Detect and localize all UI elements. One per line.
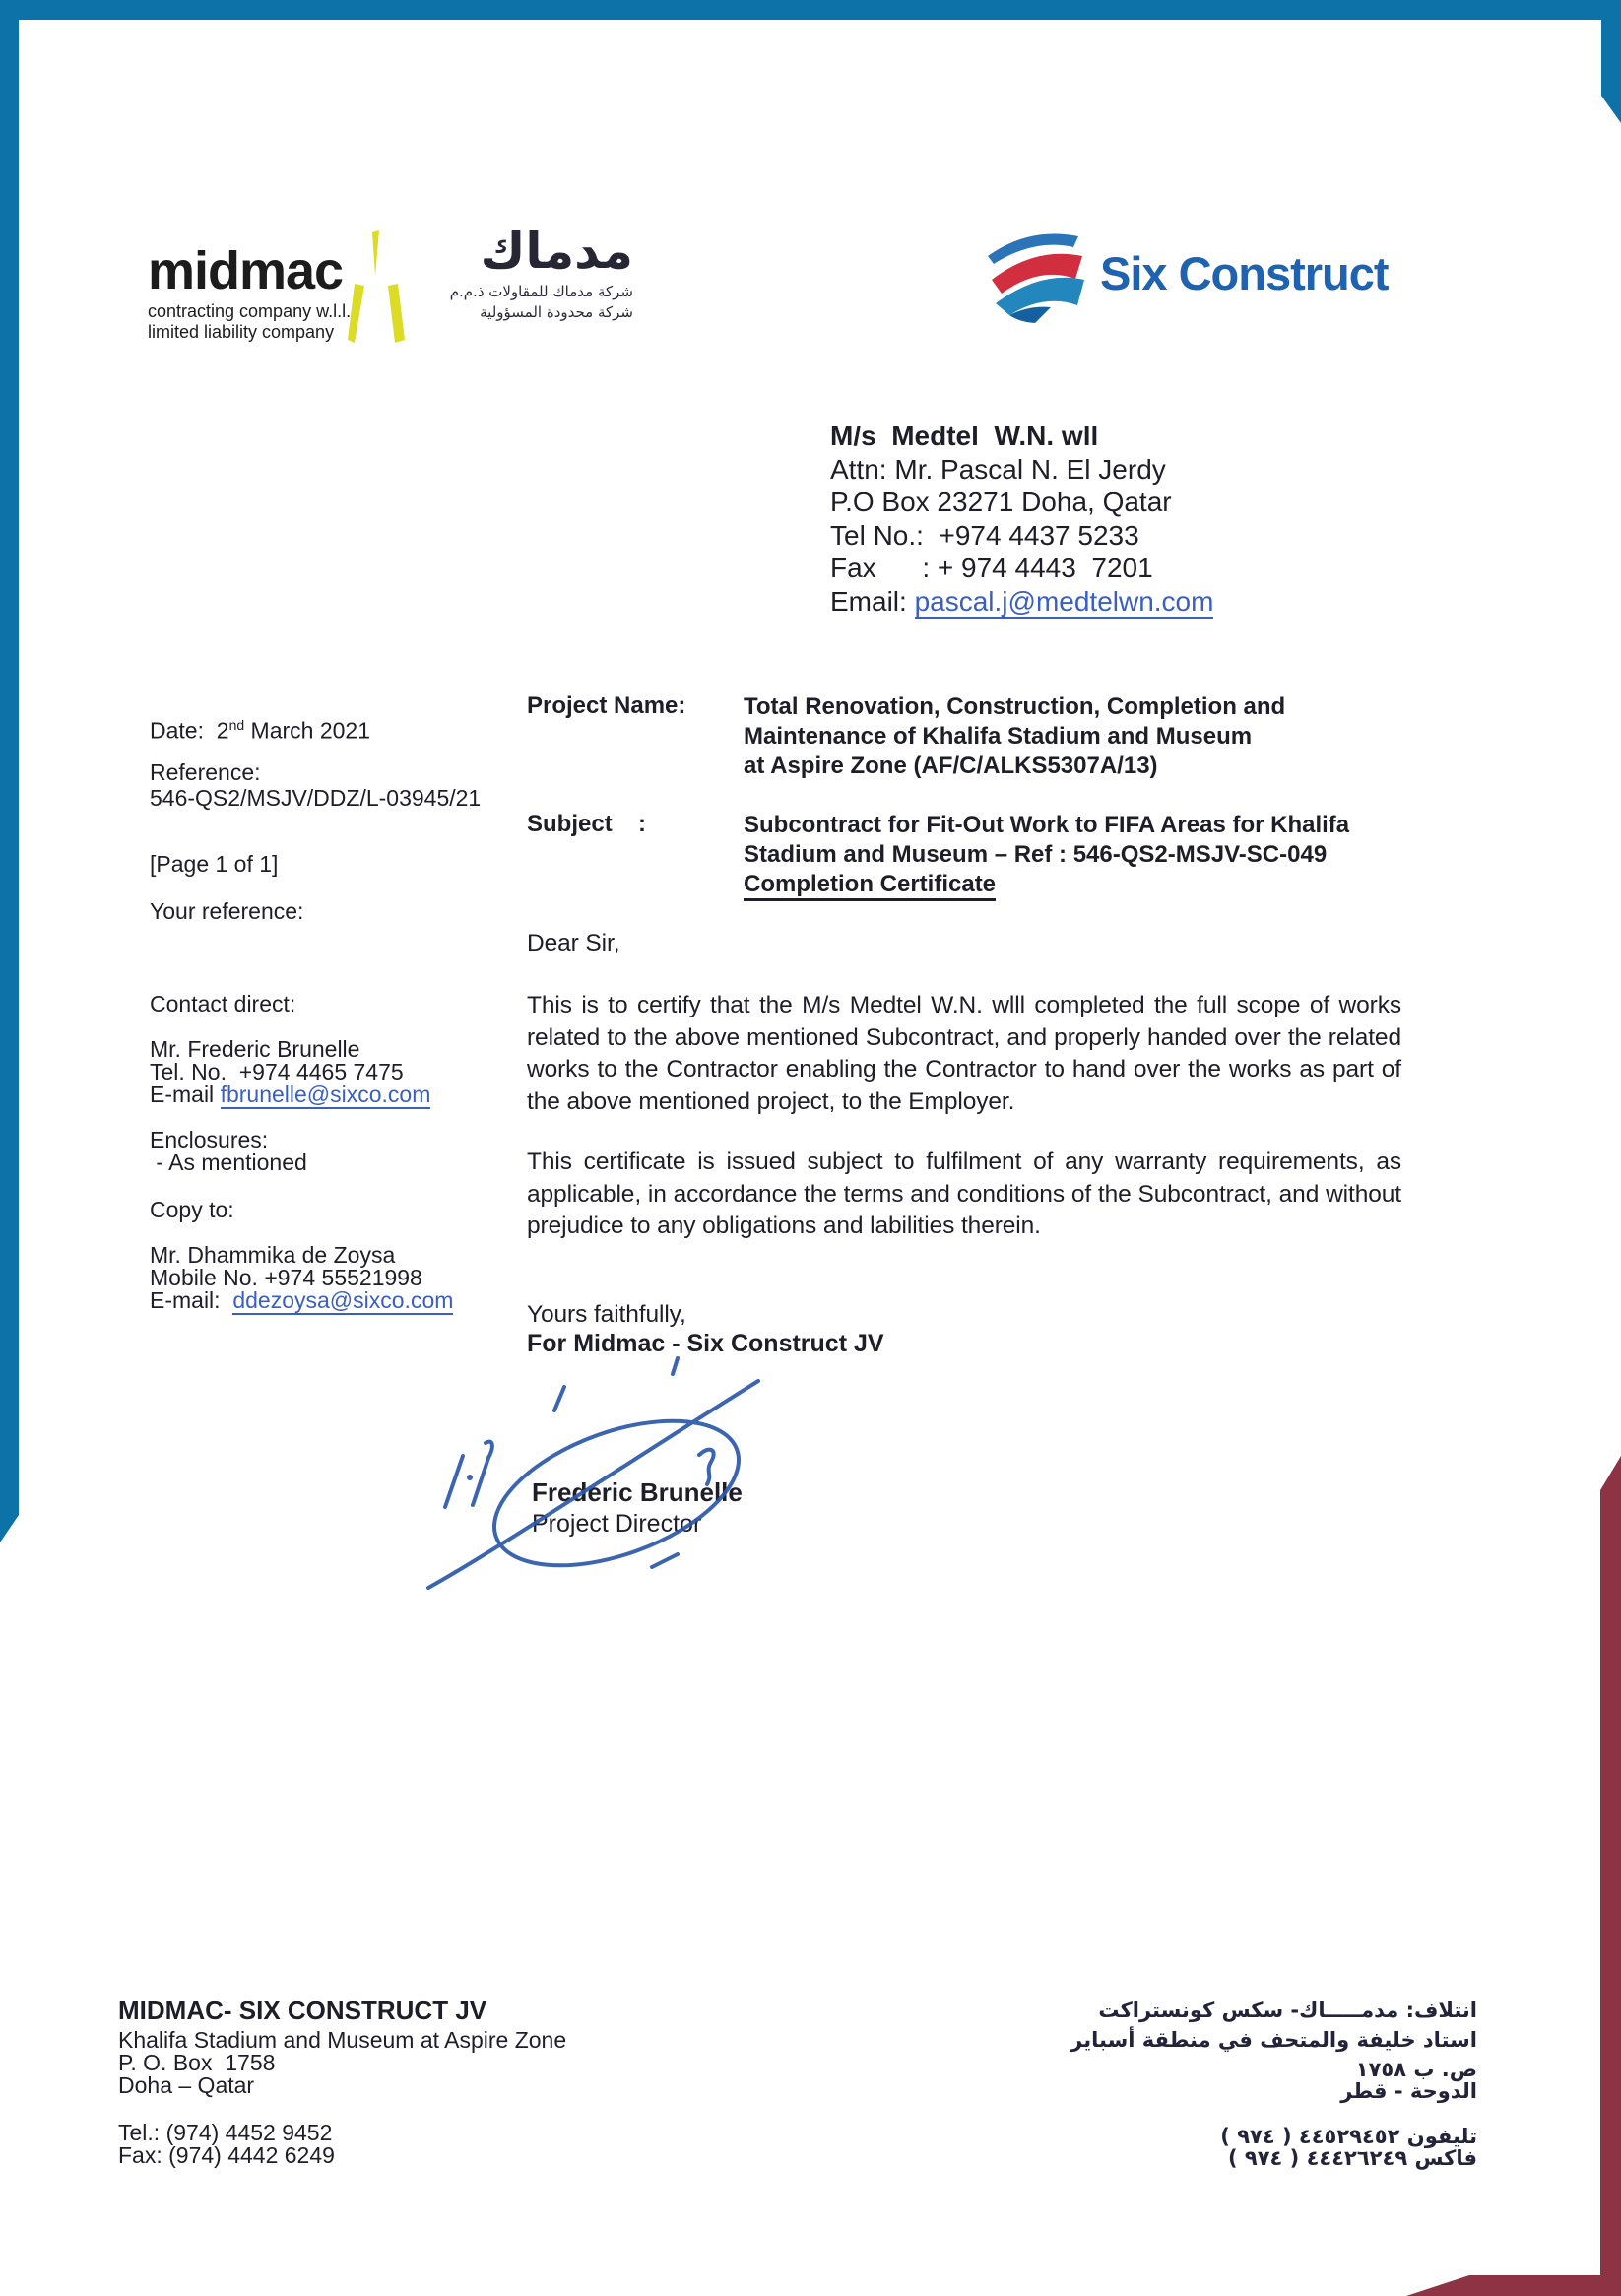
contact-email-line: [150, 1081, 485, 1108]
body-paragraph-1: This is to certify that the M/s Medtel W.N. wlll completed the full scope of works related to the above mentioned Subcontract, and properly handed over the related works to the Contractor enabling the Contractor to hand over the works as part of the above mentioned project, to the Employer.: [527, 992, 1401, 1115]
copy-email-label: E-mail:: [150, 1287, 233, 1313]
recipient-email-link[interactable]: pascal.j@medtelwn.com: [914, 585, 1214, 617]
subject-line-1: Subcontract for Fit-Out Work to FIFA Areas for Khalifa: [744, 812, 1350, 838]
frame-top-bar: [0, 0, 1621, 20]
recipient-address: P.O Box 23271 Doha, Qatar: [830, 487, 1172, 517]
footer-fax: Fax: (974) 4442 6249: [118, 2142, 335, 2168]
subject-label: Subject: [527, 811, 613, 837]
frame-right-bottom-bar: [1600, 1456, 1621, 2296]
date-number: 2: [216, 717, 229, 744]
sixconstruct-logo: [980, 225, 1413, 323]
midmac-arabic-wordmark: مدماك: [480, 223, 633, 280]
enclosures-label: Enclosures:: [150, 1127, 269, 1152]
copy-to-label: Copy to:: [150, 1197, 234, 1222]
your-reference-label: Your reference:: [150, 898, 304, 924]
subject-line-3: Completion Certificate: [744, 871, 996, 901]
recipient-email-label: Email:: [830, 585, 915, 617]
reference-value: 546-QS2/MSJV/DDZ/L-03945/21: [150, 785, 482, 811]
contact-tel: Tel. No. +974 4465 7475: [150, 1059, 404, 1084]
midmac-arabic-block: [412, 223, 633, 323]
footer-arabic-fax: فاكس ٤٤٤٢٦٢٤٩ ( ٩٧٤ ): [1227, 2146, 1477, 2170]
sixconstruct-mark-icon: [980, 225, 1090, 323]
midmac-mark-icon: [348, 230, 405, 345]
midmac-logo: [148, 223, 640, 355]
footer-left-block: [118, 1996, 630, 2168]
contact-email-label: E-mail: [150, 1082, 221, 1107]
date-label: Date:: [150, 717, 217, 744]
project-line-1: Total Renovation, Construction, Completion and: [744, 693, 1286, 720]
subject-value: [744, 811, 1354, 899]
frame-bottom-bar: [1406, 2275, 1621, 2296]
footer-arabic-line-1: انتلاف: مدمـــــاك- سكس كونستراكت: [1098, 1999, 1477, 2022]
midmac-tagline-1: contracting company w.l.l.: [148, 301, 352, 321]
signature-scribble: [409, 1345, 862, 1606]
contact-email-link[interactable]: fbrunelle@sixco.com: [220, 1082, 431, 1107]
sixconstruct-wordmark: Six Construct: [1100, 247, 1389, 299]
project-name-value: [744, 692, 1334, 781]
signatory-title: Project Director: [532, 1510, 702, 1538]
recipient-fax: Fax : + 974 4443 7201: [830, 553, 1153, 583]
date-line: [150, 711, 485, 745]
contact-direct-label: Contact direct:: [150, 991, 296, 1017]
midmac-arabic-tagline-2: شركة محدودة المسؤولية: [480, 303, 633, 321]
copy-email-link[interactable]: ddezoysa@sixco.com: [232, 1287, 454, 1313]
copy-email-line: [150, 1286, 485, 1314]
project-line-2: Maintenance of Khalifa Stadium and Museum: [744, 723, 1253, 750]
subject-colon: :: [638, 811, 646, 837]
date-rest: March 2021: [244, 717, 370, 744]
recipient-company: M/s Medtel W.N. wll: [830, 421, 1099, 451]
reference-label: Reference:: [150, 759, 261, 785]
copy-name: Mr. Dhammika de Zoysa: [150, 1242, 396, 1268]
footer-line-3: Doha – Qatar: [118, 2072, 255, 2098]
recipient-attn: Attn: Mr. Pascal N. El Jerdy: [830, 453, 1166, 485]
footer-line-1: Khalifa Stadium and Museum at Aspire Zone: [118, 2027, 567, 2053]
enclosures-value: - As mentioned: [150, 1149, 307, 1175]
midmac-arabic-tagline-1: شركة مدماك للمقاولات ذ.م.م: [449, 283, 633, 300]
signatory-name: Frederic Brunelle: [532, 1477, 743, 1507]
footer-arabic-tel: تليفون ٤٤٥٢٩٤٥٢ ( ٩٧٤ ): [1220, 2125, 1477, 2148]
frame-left-bar: [0, 0, 19, 1542]
body-paragraph-2: This certificate is issued subject to fulfilment of any warranty requirements, as applicable, in accordance the terms and conditions of the Subcontract, and without prejudice to any obligations and labilities therein.: [527, 1148, 1401, 1239]
recipient-block: [830, 420, 1264, 618]
project-name-label: Project Name:: [527, 692, 686, 719]
contact-name: Mr. Frederic Brunelle: [150, 1036, 360, 1062]
frame-right-top-bar: [1601, 0, 1621, 123]
footer-arabic-line-3: ص. ب ١٧٥٨: [1355, 2058, 1477, 2081]
project-line-3: at Aspire Zone (AF/C/ALKS5307A/13): [744, 753, 1158, 779]
for-company-line: For Midmac - Six Construct JV: [527, 1330, 884, 1357]
footer-arabic-line-4: الدوحة - قطر: [1340, 2079, 1477, 2103]
closing: Yours faithfully,: [527, 1301, 686, 1328]
footer-company: MIDMAC- SIX CONSTRUCT JV: [118, 1996, 487, 2025]
midmac-wordmark-block: [148, 241, 352, 343]
footer-arabic-line-2: استاد خليفة والمتحف في منطقة أسباير: [1070, 2028, 1477, 2052]
footer-tel: Tel.: (974) 4452 9452: [118, 2120, 333, 2145]
midmac-wordmark: midmac: [148, 241, 344, 300]
copy-mobile: Mobile No. +974 55521998: [150, 1265, 422, 1290]
date-ordinal: nd: [228, 717, 245, 733]
footer-arabic-block: [1064, 2000, 1477, 2169]
subject-line-2: Stadium and Museum – Ref : 546-QS2-MSJV-SC-049: [744, 841, 1328, 868]
page-info: [Page 1 of 1]: [150, 851, 279, 877]
footer-line-2: P. O. Box 1758: [118, 2050, 276, 2075]
midmac-tagline-2: limited liability company: [148, 322, 335, 342]
recipient-tel: Tel No.: +974 4437 5233: [830, 519, 1139, 551]
salutation: Dear Sir,: [527, 930, 620, 956]
